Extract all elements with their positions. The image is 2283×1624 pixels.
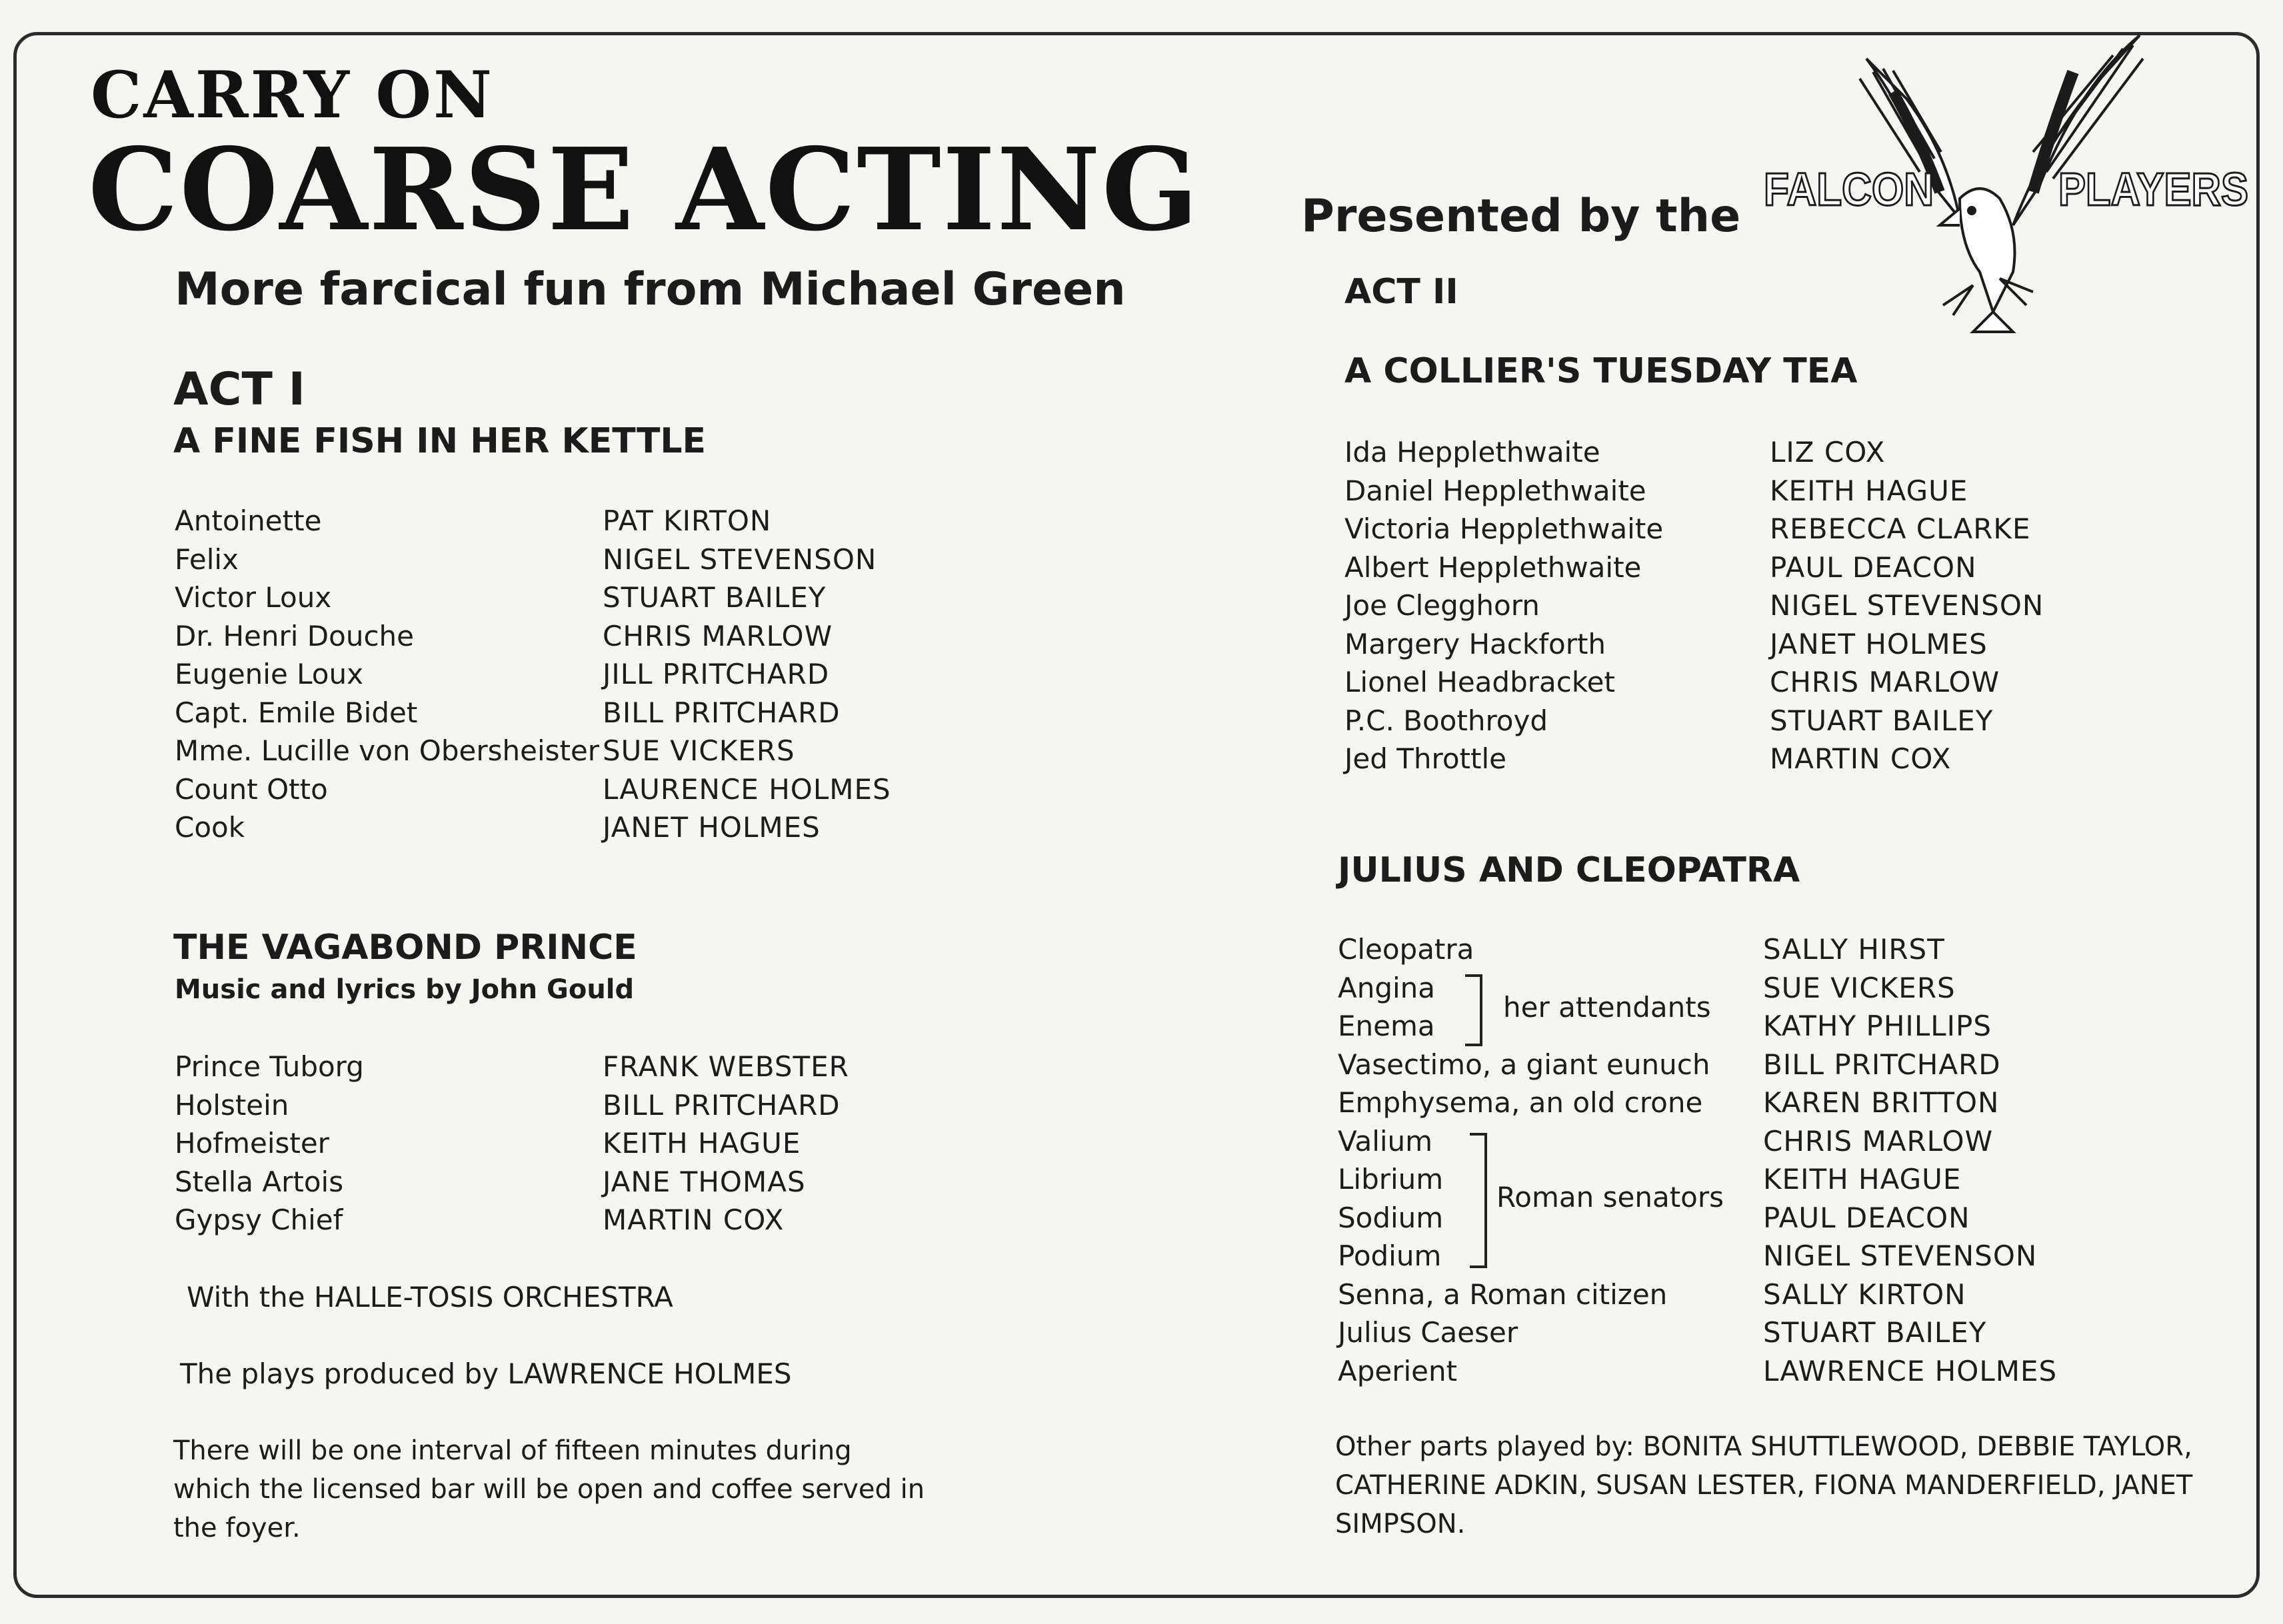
cast-actor: SUE VICKERS <box>1763 971 1956 1004</box>
cast-actor: PAUL DEACON <box>1763 1201 1970 1234</box>
cast-actor: LIZ COX <box>1770 436 1886 468</box>
cast-role: Ida Hepplethwaite <box>1344 436 1600 468</box>
cast-role: Holstein <box>175 1088 289 1122</box>
falcon-players-logo <box>1760 32 2253 339</box>
logo-players-text: PLAYERS <box>2058 163 2248 215</box>
cast-role: Jed Throttle <box>1344 742 1506 775</box>
cast-row <box>1344 702 2211 740</box>
cast-row <box>175 540 975 579</box>
cast-role: Cook <box>175 811 245 844</box>
cast-actor: STUART BAILEY <box>1763 1316 1987 1349</box>
cast-row <box>175 770 975 809</box>
attendants-bracket <box>1465 974 1482 1046</box>
cast-role: Podium <box>1338 1239 1442 1272</box>
cast-actor: BILL PRITCHARD <box>603 696 841 729</box>
cast-actor: FRANK WEBSTER <box>603 1050 849 1083</box>
cast-actor: BILL PRITCHARD <box>603 1088 841 1122</box>
cast-actor: JANET HOLMES <box>603 811 821 844</box>
cast-role: Hofmeister <box>175 1127 329 1160</box>
cast-row <box>1338 1046 2204 1084</box>
cast-role: Lionel Headbracket <box>1344 666 1615 698</box>
cast-row <box>175 1124 975 1163</box>
carry-on-heading: CARRY ON <box>91 57 494 133</box>
cast-role: Angina <box>1338 971 1436 1004</box>
attendants-label: her attendants <box>1503 991 1711 1024</box>
cast-row <box>175 694 975 732</box>
cast-actor: JANET HOLMES <box>1770 627 1988 660</box>
cast-role: Capt. Emile Bidet <box>175 696 418 729</box>
cast-actor: JANE THOMAS <box>603 1165 806 1198</box>
cast-actor: KEITH HAGUE <box>1763 1163 1962 1196</box>
cast-row <box>1338 1122 2204 1161</box>
cast-role: P.C. Boothroyd <box>1344 704 1548 737</box>
cast-role: Prince Tuborg <box>175 1050 364 1083</box>
cast-role: Margery Hackforth <box>1344 627 1606 660</box>
cast-actor: KEITH HAGUE <box>603 1127 801 1160</box>
cast-row <box>175 808 975 847</box>
logo-falcon-text: FALCON <box>1764 163 1934 215</box>
cast-actor: NIGEL STEVENSON <box>603 542 877 576</box>
cast-role: Joe Clegghorn <box>1344 589 1540 622</box>
senators-bracket <box>1470 1133 1487 1268</box>
cast-row <box>175 1086 975 1125</box>
cast-row <box>1344 510 2211 548</box>
cast-row <box>1338 1237 2204 1275</box>
cast-actor: JILL PRITCHARD <box>603 658 830 690</box>
cast-role: Aperient <box>1338 1354 1458 1387</box>
cast-role: Emphysema, an old crone <box>1338 1086 1703 1119</box>
cast-actor: PAUL DEACON <box>1770 550 1977 584</box>
cast-role: Julius Caeser <box>1338 1316 1518 1349</box>
cast-role: Victor Loux <box>175 581 332 614</box>
cast-role: Cleopatra <box>1338 933 1474 966</box>
cast-actor: KAREN BRITTON <box>1763 1086 2000 1119</box>
act-two-label: ACT II <box>1344 272 1458 312</box>
cast-role: Daniel Hepplethwaite <box>1344 474 1646 507</box>
cast-actor: MARTIN COX <box>1770 742 1952 775</box>
cast-role: Mme. Lucille von Obersheister <box>175 734 600 767</box>
cast-actor: SALLY HIRST <box>1763 933 1945 966</box>
cast-row <box>1344 586 2211 625</box>
cast-role: Antoinette <box>175 504 322 537</box>
play-title-vagabond-prince: THE VAGABOND PRINCE <box>173 928 637 968</box>
cast-actor: SUE VICKERS <box>603 734 795 767</box>
cast-actor: MARTIN COX <box>603 1204 785 1236</box>
cast-row <box>1338 930 2204 969</box>
music-credit: Music and lyrics by John Gould <box>175 974 635 1005</box>
cast-row <box>1338 1084 2204 1122</box>
cast-list-fine-fish <box>175 502 975 847</box>
cast-list-colliers-tea <box>1344 433 2211 778</box>
senators-label: Roman senators <box>1496 1181 1724 1214</box>
act-one-label: ACT I <box>173 363 305 416</box>
cast-row <box>1344 433 2211 472</box>
cast-role: Sodium <box>1338 1201 1444 1234</box>
cast-row <box>1344 663 2211 702</box>
cast-actor: REBECCA CLARKE <box>1770 512 2031 545</box>
cast-role: Vasectimo, a giant eunuch <box>1338 1048 1710 1081</box>
interval-note: There will be one interval of fifteen minutes during which the licensed bar will be open and coffee served in the foyer. <box>173 1435 925 1543</box>
cast-role: Eugenie Loux <box>175 658 363 690</box>
cast-role: Enema <box>1338 1010 1435 1042</box>
cast-row <box>175 655 975 694</box>
cast-actor: CHRIS MARLOW <box>1763 1124 1994 1158</box>
cast-actor: PAT KIRTON <box>603 504 772 537</box>
page-title: COARSE ACTING <box>88 123 1200 257</box>
cast-row <box>175 732 975 770</box>
cast-actor: KATHY PHILLIPS <box>1763 1010 1992 1042</box>
cast-role: Valium <box>1338 1124 1433 1158</box>
cast-actor: SALLY KIRTON <box>1763 1277 1966 1311</box>
play-title-fine-fish: A FINE FISH IN HER KETTLE <box>173 421 707 461</box>
cast-actor: LAWRENCE HOLMES <box>1763 1354 2058 1387</box>
cast-actor: KEITH HAGUE <box>1770 474 1968 507</box>
cast-row <box>1344 625 2211 664</box>
cast-actor: STUART BAILEY <box>1770 704 1994 737</box>
cast-role: Dr. Henri Douche <box>175 619 414 652</box>
play-title-julius-cleopatra: JULIUS AND CLEOPATRA <box>1338 850 1800 890</box>
cast-role: Albert Hepplethwaite <box>1344 550 1642 584</box>
subtitle: More farcical fun from Michael Green <box>175 263 1126 316</box>
cast-role: Count Otto <box>175 772 328 806</box>
cast-row <box>175 1201 975 1239</box>
cast-actor: STUART BAILEY <box>603 581 827 614</box>
cast-actor: CHRIS MARLOW <box>1770 666 2000 698</box>
cast-actor: NIGEL STEVENSON <box>1763 1239 2038 1272</box>
cast-actor: NIGEL STEVENSON <box>1770 589 2044 622</box>
cast-role: Gypsy Chief <box>175 1204 343 1236</box>
cast-role: Felix <box>175 542 239 576</box>
play-title-colliers-tea: A COLLIER'S TUESDAY TEA <box>1344 351 1858 391</box>
cast-role: Stella Artois <box>175 1165 344 1198</box>
cast-actor: BILL PRITCHARD <box>1763 1048 2001 1081</box>
cast-row <box>1338 1160 2204 1199</box>
cast-row <box>1338 1352 2204 1391</box>
cast-row <box>175 1048 975 1086</box>
cast-row <box>1338 1275 2204 1314</box>
cast-row <box>175 502 975 540</box>
cast-actor: LAURENCE HOLMES <box>603 772 891 806</box>
cast-row <box>1344 548 2211 587</box>
other-parts-note: Other parts played by: BONITA SHUTTLEWOOD, DEBBIE TAYLOR, CATHERINE ADKIN, SUSAN LESTER, FIONA MANDERFIELD, JANET SIMPSON. <box>1335 1431 2193 1539</box>
cast-row <box>175 617 975 656</box>
cast-role: Senna, a Roman citizen <box>1338 1277 1668 1311</box>
orchestra-note: With the HALLE-TOSIS ORCHESTRA <box>187 1281 673 1313</box>
cast-row <box>1344 740 2211 778</box>
producer-note: The plays produced by LAWRENCE HOLMES <box>180 1357 792 1390</box>
presented-by: Presented by the <box>1301 190 1741 243</box>
cast-role: Victoria Hepplethwaite <box>1344 512 1664 545</box>
cast-row <box>1338 1313 2204 1352</box>
cast-row <box>1338 1199 2204 1237</box>
cast-row <box>175 1163 975 1202</box>
cast-row <box>175 578 975 617</box>
cast-role: Librium <box>1338 1163 1444 1196</box>
cast-row <box>1344 472 2211 510</box>
cast-actor: CHRIS MARLOW <box>603 619 833 652</box>
cast-list-vagabond-prince <box>175 1048 975 1239</box>
